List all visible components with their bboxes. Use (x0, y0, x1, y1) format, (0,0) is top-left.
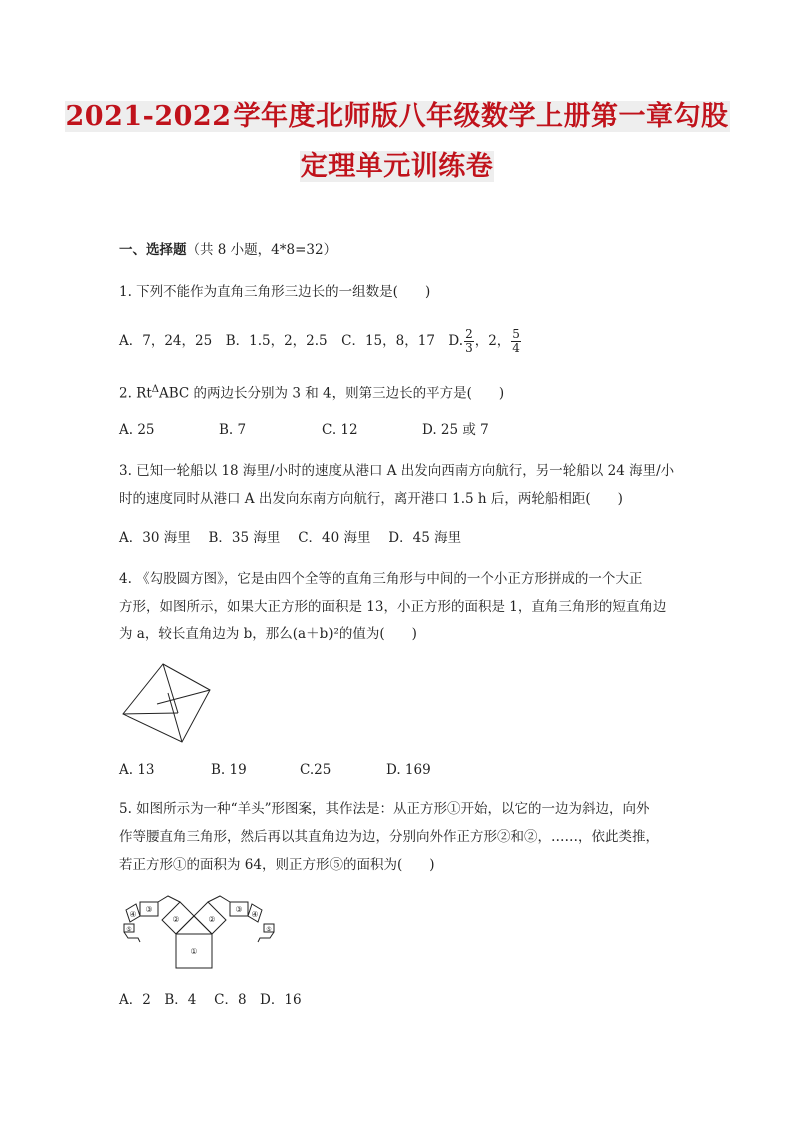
question-1-options (119, 325, 522, 357)
q1-frac2-den: 4 (512, 341, 520, 355)
question-5-line-1: 5. 如图所示为一种“羊头”形图案，其作法是：从正方形①开始，以它的一边为斜边，向外 (119, 801, 650, 817)
question-3-line-2: 时的速度同时从港口 A 出发向东南方向航行，离开港口 1.5 h 后，两轮船相距( ) (119, 491, 623, 507)
q2-option-a: A. 25 (119, 422, 155, 438)
triangle-edge-2 (157, 690, 210, 704)
q1-frac1-den: 3 (465, 341, 473, 355)
q1-fraction-2 (511, 328, 521, 355)
q1-frac2-num: 5 (512, 327, 520, 341)
title-year: 2021-2022 (65, 101, 232, 132)
label-4-left: ④ (129, 910, 137, 919)
q4-option-c: C.25 (300, 762, 332, 778)
label-3-right: ③ (235, 905, 243, 914)
label-5-right: ⑤ (266, 926, 272, 933)
tail-right (258, 932, 274, 942)
question-4-line-2: 方形，如图所示，如果大正方形的面积是 13，小正方形的面积是 1，直角三角形的短直角边 (119, 599, 667, 615)
page-title-line-1 (0, 94, 794, 133)
section-title: 一、选择题 (119, 242, 187, 258)
q2-stem-rest: ABC 的两边长分别为 3 和 4，则第三边长的平方是( ) (159, 385, 505, 402)
question-3-line-1: 3. 已知一轮船以 18 海里/小时的速度从港口 A 出发向西南方向航行，另一轮船以 24 海里/小 (119, 463, 675, 479)
triangle-edge-4 (123, 713, 178, 714)
q1-fraction-1 (464, 328, 474, 355)
gougu-square-figure (120, 660, 214, 746)
label-1: ① (190, 947, 198, 956)
section-heading (119, 240, 337, 260)
q2-option-d: D. 25 或 7 (422, 422, 489, 438)
title-text: 学年度北师版八年级数学上册第一章勾股 (233, 101, 729, 132)
q4-option-a: A. 13 (119, 762, 155, 778)
q4-option-b: B. 19 (211, 762, 247, 778)
label-2-left: ② (172, 915, 180, 924)
question-2-stem (119, 380, 504, 404)
ram-head-figure (118, 892, 278, 972)
question-1-stem: 1. 下列不能作为直角三角形三边长的一组数是( ) (119, 284, 431, 300)
question-2-options (119, 420, 489, 440)
label-2-right: ② (208, 915, 216, 924)
triangle-edge-3 (168, 693, 182, 742)
question-5-line-2: 作等腰直角三角形，然后再以其直角边为边，分别向外作正方形②和②，……，依此类推， (119, 829, 659, 845)
label-4-right: ④ (251, 910, 259, 919)
q4-option-d: D. 169 (386, 762, 431, 778)
q1-d-mid: ，2， (474, 333, 511, 349)
section-note: （共 8 小题，4*8=32） (186, 242, 338, 258)
tri-left-3 (158, 896, 180, 902)
page-title-line-2 (0, 144, 794, 183)
question-4-line-3: 为 a，较长直角边为 b，那么(a＋b)²的值为( ) (119, 626, 417, 642)
q1-frac1-num: 2 (465, 327, 473, 341)
label-3-left: ③ (145, 905, 153, 914)
q2-option-b: B. 7 (219, 422, 247, 438)
q1-options-text: A．7，24，25 B．1.5，2，2.5 C．15，8，17 D. (119, 333, 464, 349)
q2-option-c: C. 12 (322, 422, 358, 438)
question-4-line-1: 4. 《勾股圆方图》，它是由四个全等的直角三角形与中间的一个小正方形拼成的一个大正 (119, 571, 643, 587)
question-5-line-3: 若正方形①的面积为 64，则正方形⑤的面积为( ) (119, 857, 435, 873)
q2-delta: Δ (151, 384, 159, 395)
tri-right-3 (208, 896, 230, 902)
q2-stem-start: 2. Rt (119, 385, 152, 402)
question-4-options (119, 760, 431, 780)
tail-left (124, 932, 140, 942)
title-text-2: 定理单元训练卷 (300, 151, 494, 182)
top-triangle (176, 916, 212, 934)
question-5-options: A．2 B．4 C．8 D．16 (119, 992, 302, 1008)
label-5-left: ⑤ (126, 926, 132, 933)
question-3-options: A．30 海里 B．35 海里 C．40 海里 D．45 海里 (119, 530, 462, 546)
